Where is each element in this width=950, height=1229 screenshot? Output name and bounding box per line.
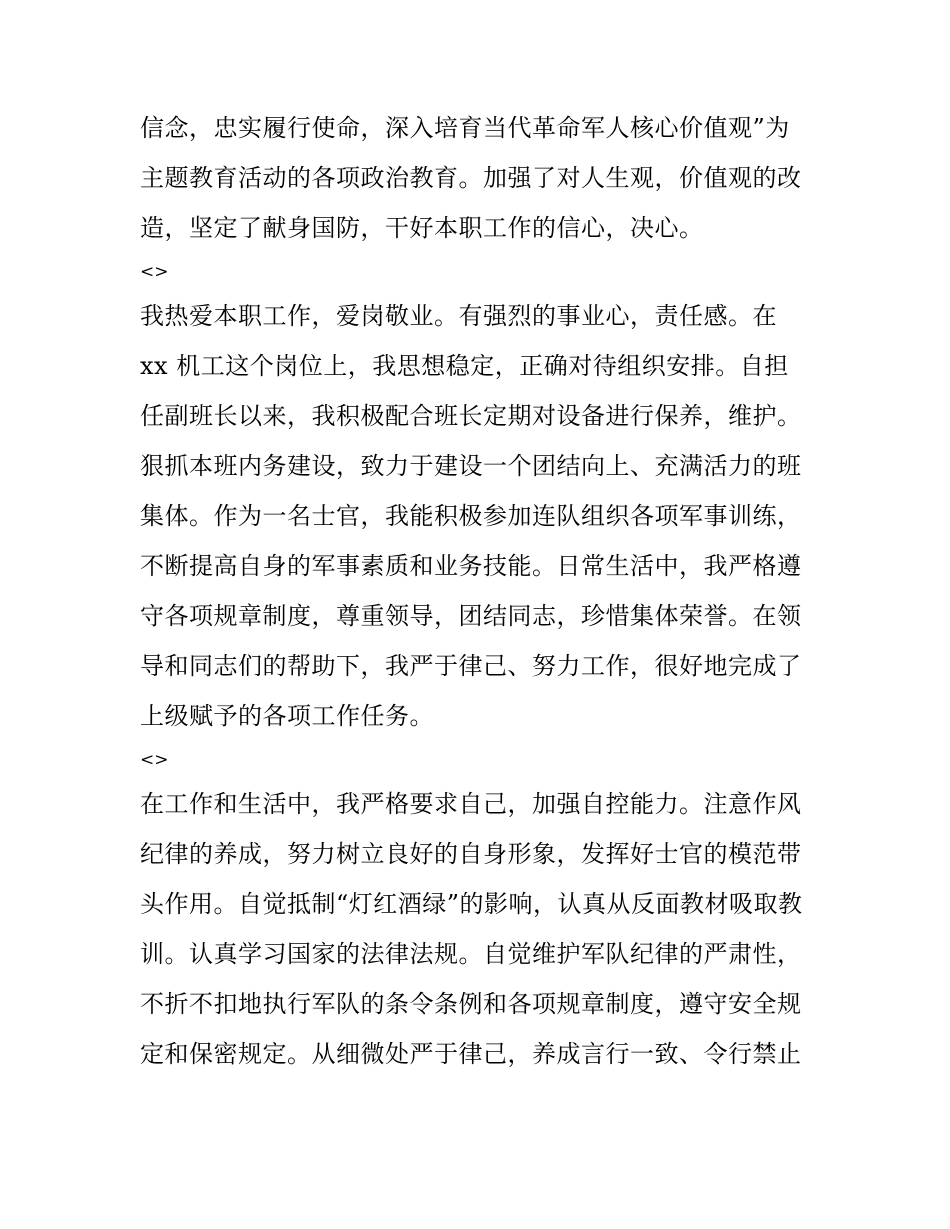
text-line: 上级赋予的各项工作任务。 xyxy=(140,702,434,730)
text-line: 头作用。自觉抵制“灯红酒绿”的影响，认真从反面教材吸取教 xyxy=(140,890,803,918)
text-line: 守各项规章制度，尊重领导，团结同志，珍惜集体荣誉。在领 xyxy=(140,602,802,630)
text-line: 任副班长以来，我积极配合班长定期对设备进行保养，维护。 xyxy=(140,402,802,430)
document-body xyxy=(140,103,820,1079)
text-line: 训。认真学习国家的法律法规。自觉维护军队纪律的严肃性， xyxy=(140,940,802,968)
separator-marker: <> xyxy=(140,262,169,282)
text-line: 我热爱本职工作，爱岗敬业。有强烈的事业心，责任感。在 xyxy=(140,302,777,330)
text-line: 狠抓本班内务建设，致力于建设一个团结向上、充满活力的班 xyxy=(140,452,802,480)
text-line: 纪律的养成，努力树立良好的自身形象，发挥好士官的模范带 xyxy=(140,840,802,868)
text-line: 集体。作为一名士官，我能积极参加连队组织各项军事训练， xyxy=(140,502,802,530)
text-line: 不折不扣地执行军队的条令条例和各项规章制度，遵守安全规 xyxy=(140,990,802,1018)
paragraph-1 xyxy=(140,103,820,253)
paragraph-2 xyxy=(140,291,820,741)
text-line: 主题教育活动的各项政治教育。加强了对人生观，价值观的改 xyxy=(140,164,802,192)
text-line: 不断提高自身的军事素质和业务技能。日常生活中，我严格遵 xyxy=(140,552,802,580)
text-line: 信念，忠实履行使命，深入培育当代革命军人核心价值观”为 xyxy=(140,114,790,142)
text-line: xx 机工这个岗位上，我思想稳定，正确对待组织安排。自担 xyxy=(140,352,789,380)
text-line: 造，坚定了献身国防，干好本职工作的信心，决心。 xyxy=(140,214,704,242)
text-line: 导和同志们的帮助下，我严于律己、努力工作，很好地完成了 xyxy=(140,652,802,680)
paragraph-3 xyxy=(140,779,820,1079)
text-line: 在工作和生活中，我严格要求自己，加强自控能力。注意作风 xyxy=(140,790,802,818)
separator-marker: <> xyxy=(140,750,169,770)
text-line: 定和保密规定。从细微处严于律己，养成言行一致、令行禁止 xyxy=(140,1040,802,1068)
